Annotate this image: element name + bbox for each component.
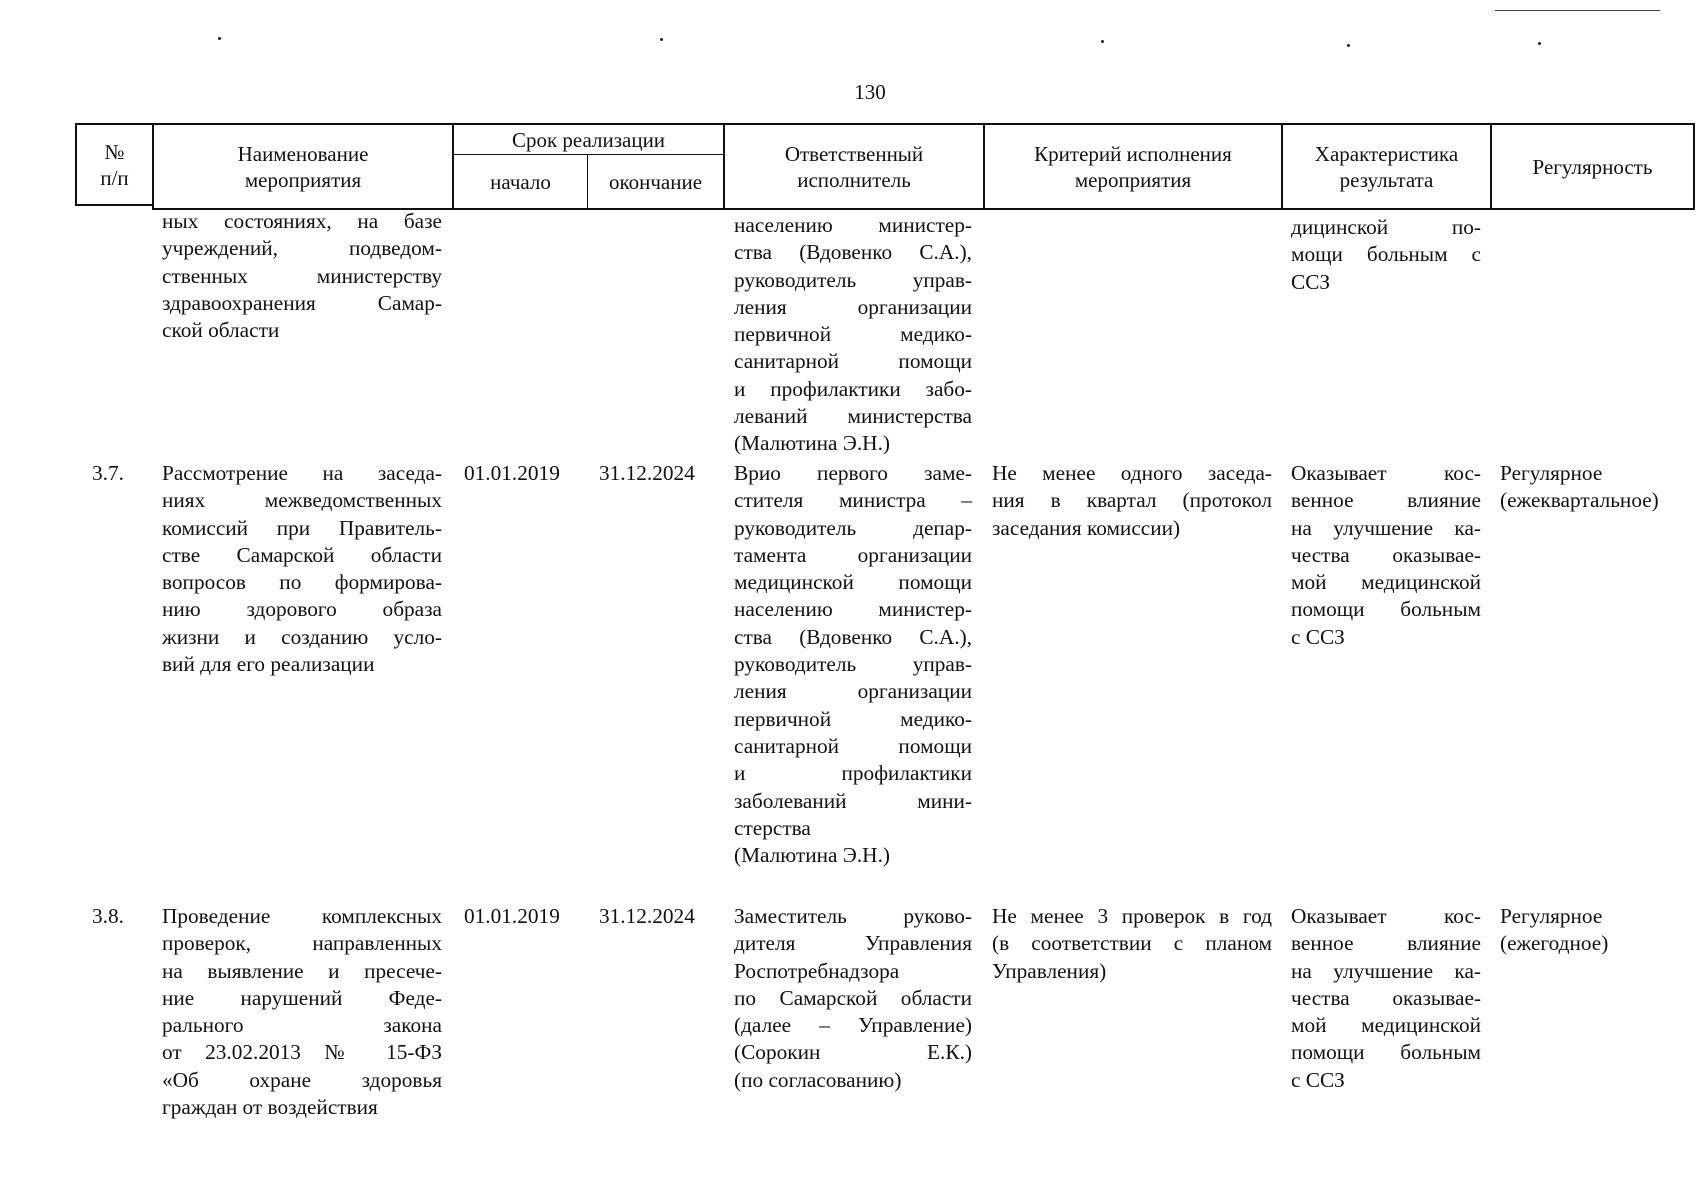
cell-regularity bbox=[1500, 460, 1690, 515]
cell-line: Рассмотрение на заседа- bbox=[162, 461, 442, 485]
cell-line: 01.01.2019 bbox=[464, 904, 560, 928]
cell-line: санитарной помощи bbox=[734, 349, 972, 374]
cell-line: дицинской по- bbox=[1291, 215, 1481, 239]
cell-num bbox=[92, 460, 142, 487]
cell-line: санитарной помощи bbox=[734, 733, 972, 758]
scan-artifact-line bbox=[1495, 10, 1660, 11]
cell-criterion bbox=[992, 460, 1272, 542]
cell-line: ской области bbox=[162, 318, 280, 343]
cell-line: ных состояниях, на базе bbox=[162, 209, 442, 233]
cell-line: 01.01.2019 bbox=[464, 461, 560, 485]
cell-line: ства (Вдовенко С.А.), bbox=[734, 624, 972, 649]
cell-line: Роспотребнадзора bbox=[734, 958, 900, 983]
cell-line: проверок, направленных bbox=[162, 931, 442, 956]
cell-regularity bbox=[1500, 903, 1690, 958]
header-result-line-1: Характеристика bbox=[1314, 141, 1459, 166]
cell-line: первичной медико- bbox=[734, 706, 972, 731]
cell-line: руководитель депар- bbox=[734, 515, 972, 540]
cell-line: Регулярное bbox=[1500, 904, 1603, 928]
cell-line: мощи больным с bbox=[1291, 242, 1481, 267]
cell-line: леваний министерства bbox=[734, 404, 972, 429]
header-executor bbox=[725, 125, 983, 208]
cell-line: заседания комиссии) bbox=[992, 515, 1181, 540]
cell-line: Проведение комплексных bbox=[162, 904, 442, 928]
cell-end bbox=[599, 903, 715, 930]
cell-line: первичной медико- bbox=[734, 322, 972, 347]
cell-line: ниях межведомственных bbox=[162, 488, 442, 513]
cell-line: (ежеквартальное) bbox=[1500, 488, 1659, 513]
cell-name bbox=[162, 460, 442, 678]
cell-line: Врио первого заме- bbox=[734, 461, 972, 485]
cell-line: (далее – Управление) bbox=[734, 1013, 972, 1038]
cell-line: мой медицинской bbox=[1291, 1013, 1481, 1038]
cell-line: Регулярное bbox=[1500, 461, 1603, 485]
header-end: окончание bbox=[608, 170, 703, 194]
cell-result bbox=[1291, 214, 1481, 296]
header-term: Срок реализации bbox=[511, 128, 666, 152]
cell-line: Не менее одного заседа- bbox=[992, 461, 1272, 485]
cell-executor bbox=[734, 903, 972, 1094]
cell-result bbox=[1291, 903, 1481, 1094]
header-result bbox=[1283, 125, 1490, 208]
scan-speck bbox=[1101, 40, 1104, 43]
cell-line: ления организации bbox=[734, 679, 972, 704]
cell-line: с ССЗ bbox=[1291, 624, 1345, 649]
cell-line: от 23.02.2013 № 15-ФЗ bbox=[162, 1040, 442, 1065]
cell-line: и профилактики забо- bbox=[734, 376, 972, 401]
cell-line: на улучшение ка- bbox=[1291, 958, 1481, 983]
cell-line: (Сорокин Е.К.) bbox=[734, 1040, 972, 1065]
header-name-line-2: мероприятия bbox=[244, 167, 362, 192]
cell-line: руководитель управ- bbox=[734, 652, 972, 677]
cell-line: чества оказывае- bbox=[1291, 985, 1481, 1010]
cell-line: (Малютина Э.Н.) bbox=[734, 843, 890, 868]
cell-line: жизни и созданию усло- bbox=[162, 624, 442, 649]
header-executor-line-2: исполнитель bbox=[797, 167, 911, 192]
cell-line: заболеваний мини- bbox=[734, 788, 972, 813]
cell-name bbox=[162, 208, 442, 344]
cell-line: ния в квартал (протокол bbox=[992, 488, 1272, 513]
cell-line: стве Самарской области bbox=[162, 542, 442, 567]
cell-line: Оказывает кос- bbox=[1291, 904, 1481, 928]
cell-line: вопросов по формирова- bbox=[162, 570, 442, 595]
scan-speck bbox=[1347, 44, 1350, 47]
cell-line: тамента организации bbox=[734, 542, 972, 567]
cell-line: Управления) bbox=[992, 958, 1107, 983]
cell-line: с ССЗ bbox=[1291, 1067, 1345, 1092]
cell-line: и профилактики bbox=[734, 761, 972, 786]
header-num-line-2: п/п bbox=[100, 166, 129, 190]
cell-start bbox=[464, 903, 579, 930]
cell-line: медицинской помощи bbox=[734, 570, 972, 595]
cell-num bbox=[92, 903, 142, 930]
cell-line: Заместитель руково- bbox=[734, 904, 972, 928]
cell-line: ления организации bbox=[734, 294, 972, 319]
scan-speck bbox=[1538, 42, 1541, 45]
cell-end bbox=[599, 460, 715, 487]
cell-line: Не менее 3 проверок в год bbox=[992, 904, 1272, 928]
cell-line: «Об охране здоровья bbox=[162, 1067, 442, 1092]
header-regularity: Регулярность bbox=[1532, 154, 1653, 179]
header-name-line-1: Наименование bbox=[237, 141, 369, 166]
cell-line: 3.7. bbox=[92, 461, 124, 485]
cell-line: (по согласованию) bbox=[734, 1067, 902, 1092]
cell-line: мой медицинской bbox=[1291, 570, 1481, 595]
cell-line: учреждений, подведом- bbox=[162, 236, 442, 261]
scan-speck bbox=[660, 38, 663, 41]
header-num bbox=[77, 125, 152, 205]
cell-start bbox=[464, 460, 579, 487]
cell-line: (Малютина Э.Н.) bbox=[734, 431, 890, 456]
header-name bbox=[154, 125, 452, 208]
header-start: начало bbox=[490, 170, 551, 194]
cell-line: (в соответствии с планом bbox=[992, 931, 1272, 956]
header-result-line-2: результата bbox=[1339, 167, 1434, 192]
cell-line: ственных министерству bbox=[162, 263, 442, 288]
cell-line: 31.12.2024 bbox=[599, 461, 695, 485]
header-criterion-line-2: мероприятия bbox=[1074, 167, 1192, 192]
cell-line: (ежегодное) bbox=[1500, 931, 1609, 956]
cell-line: населению министер- bbox=[734, 597, 972, 622]
cell-line: 31.12.2024 bbox=[599, 904, 695, 928]
cell-line: стерства bbox=[734, 815, 811, 840]
cell-line: по Самарской области bbox=[734, 985, 972, 1010]
header-criterion bbox=[985, 125, 1281, 208]
cell-line: ССЗ bbox=[1291, 269, 1331, 294]
header-criterion-line-1: Критерий исполнения bbox=[1034, 141, 1232, 166]
cell-line: помощи больным bbox=[1291, 1040, 1481, 1065]
header-executor-line-1: Ответственный bbox=[784, 141, 924, 166]
header-num-line-1: № bbox=[104, 140, 125, 164]
cell-criterion bbox=[992, 903, 1272, 985]
scan-speck bbox=[218, 37, 221, 40]
cell-line: Оказывает кос- bbox=[1291, 461, 1481, 485]
cell-line: руководитель управ- bbox=[734, 267, 972, 292]
cell-line: 3.8. bbox=[92, 904, 124, 928]
cell-line: чества оказывае- bbox=[1291, 542, 1481, 567]
cell-executor bbox=[734, 460, 972, 869]
cell-line: на выявление и пресече- bbox=[162, 958, 442, 983]
cell-line: здравоохранения Самар- bbox=[162, 290, 442, 315]
cell-line: помощи больным bbox=[1291, 597, 1481, 622]
cell-line: стителя министра – bbox=[734, 488, 972, 513]
cell-executor bbox=[734, 212, 972, 458]
cell-name bbox=[162, 903, 442, 1121]
cell-line: нию здорового образа bbox=[162, 597, 442, 622]
cell-line: на улучшение ка- bbox=[1291, 515, 1481, 540]
cell-line: ства (Вдовенко С.А.), bbox=[734, 240, 972, 265]
cell-result bbox=[1291, 460, 1481, 651]
cell-line: комиссий при Правитель- bbox=[162, 515, 442, 540]
cell-line: венное влияние bbox=[1291, 931, 1481, 956]
cell-line: дителя Управления bbox=[734, 931, 972, 956]
cell-line: вий для его реализации bbox=[162, 652, 375, 677]
cell-line: рального закона bbox=[162, 1013, 442, 1038]
page-number: 130 bbox=[854, 80, 886, 104]
cell-line: ние нарушений Феде- bbox=[162, 985, 442, 1010]
cell-line: населению министер- bbox=[734, 213, 972, 237]
cell-line: венное влияние bbox=[1291, 488, 1481, 513]
cell-line: граждан от воздействия bbox=[162, 1095, 378, 1120]
